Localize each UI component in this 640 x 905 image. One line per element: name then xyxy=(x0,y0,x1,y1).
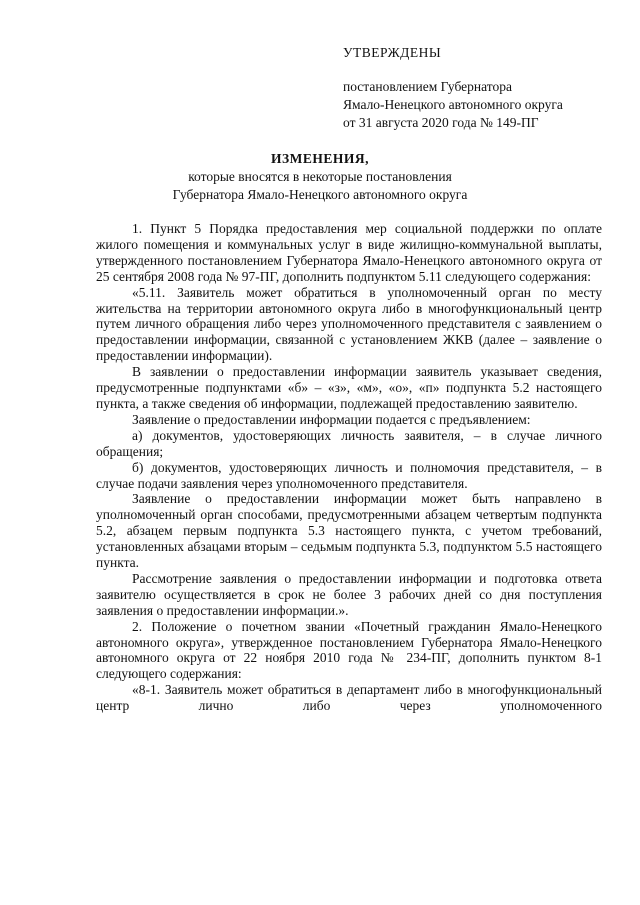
paragraph: 1. Пункт 5 Порядка предоставления мер социальной поддержки по оплате жилого помещения и коммунальных услуг в виде жилищно-коммунальной выплаты, утвержденного постановлением Губернатора Ямало-Ненецкого автономного округа от 25 сентября 2008 года № 97-ПГ, дополнить подпунктом 5.11 следующего содержания: xyxy=(96,221,602,284)
paragraph: В заявлении о предоставлении информации заявитель указывает сведения, предусмотренные подпунктами «б» – «з», «м», «о», «п» подпункта 5.2 настоящего пункта, а также сведения об информации, подлежащей предоставлению заявителю. xyxy=(96,364,602,411)
approval-stamp xyxy=(343,44,563,132)
paragraph: Заявление о предоставлении информации подается с предъявлением: xyxy=(132,411,531,427)
paragraph: Заявление о предоставлении информации может быть направлено в уполномоченный орган способами, предусмотренными абзацем четвертым подпункта 5.2, абзацем первым подпункта 5.3 настоящего пункта, с учетом требований, установленных абзацами вторым – седьмым подпункта 5.3, подпунктом 5.5 настоящего пункта. xyxy=(96,491,602,571)
approval-line: от 31 августа 2020 года № 149-ПГ xyxy=(343,115,539,130)
approval-heading: УТВЕРЖДЕНЫ xyxy=(343,45,442,60)
paragraph: а) документов, удостоверяющих личность заявителя, – в случае личного обращения; xyxy=(96,427,602,459)
document-title xyxy=(0,150,640,204)
title-subtitle: Губернатора Ямало-Ненецкого автономного округа xyxy=(172,187,468,202)
paragraph: б) документов, удостоверяющих личность и полномочия представителя, – в случае подачи заявления через уполномоченного представителя. xyxy=(96,459,602,491)
title-subtitle: которые вносятся в некоторые постановления xyxy=(188,169,452,184)
paragraph: «8-1. Заявитель может обратиться в департамент либо в многофункциональный центр лично либо через уполномоченного xyxy=(96,682,602,714)
paragraph: 2. Положение о почетном звании «Почетный гражданин Ямало-Ненецкого автономного округа», утвержденное постановлением Губернатора Ямало-Ненецкого автономного округа от 22 ноября 2010 года № 234-ПГ, дополнить пунктом 8-1 следующего содержания: xyxy=(96,618,602,682)
document-body xyxy=(96,221,602,714)
paragraph: Рассмотрение заявления о предоставлении информации и подготовка ответа заявителю осуществляется в срок не более 3 рабочих дней со дня поступления заявления о предоставлении информации.». xyxy=(96,570,602,618)
paragraph: «5.11. Заявитель может обратиться в уполномоченный орган по месту жительства на территории автономного округа либо в многофункциональный центр путем личного обращения либо через уполномоченного представителя с заявлением о предоставлении информации, связанной с установлением ЖКВ (далее – заявление о предоставлении информации). xyxy=(96,284,602,364)
title-main: ИЗМЕНЕНИЯ, xyxy=(270,151,369,166)
approval-line: Ямало-Ненецкого автономного округа xyxy=(343,97,563,112)
approval-line: постановлением Губернатора xyxy=(343,79,512,94)
